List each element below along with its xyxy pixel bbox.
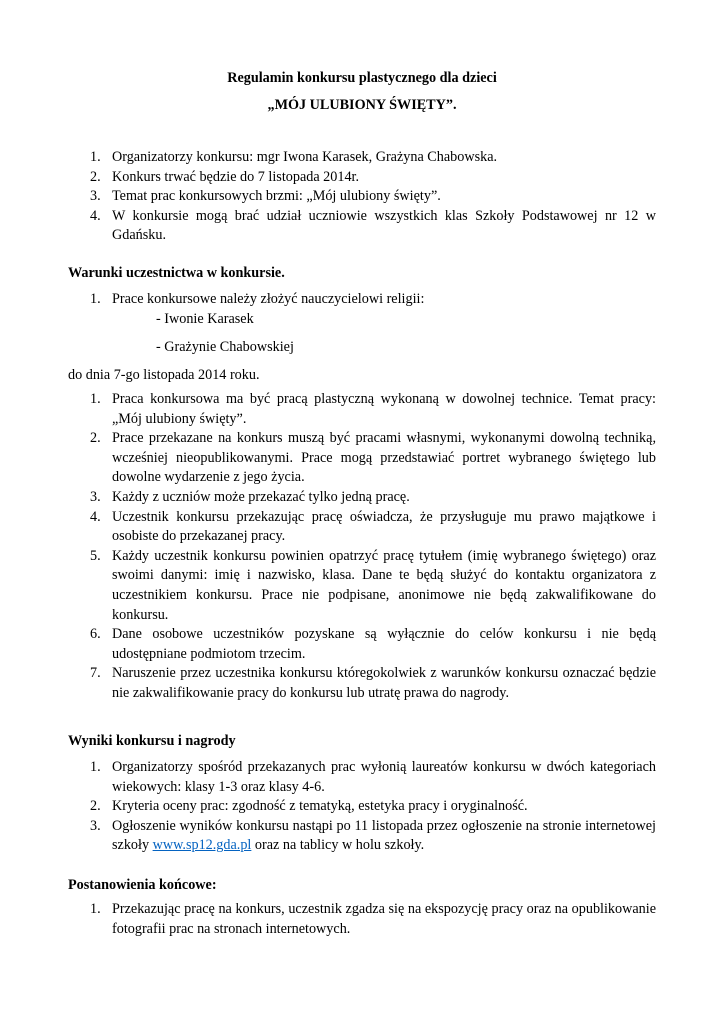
item-number: 1. <box>90 391 101 407</box>
list-item <box>90 429 656 488</box>
item-number: 3. <box>90 188 101 205</box>
conditions-list <box>90 390 656 704</box>
list-item <box>90 187 656 207</box>
list-item <box>90 168 656 188</box>
list-item <box>90 508 656 547</box>
item-text: oraz na tablicy w holu szkoły. <box>251 837 425 854</box>
item-number: 2. <box>90 168 101 185</box>
item-number: 3. <box>90 817 101 834</box>
list-item <box>90 207 656 246</box>
submission-list <box>90 290 656 310</box>
item-number: 4. <box>90 508 101 525</box>
item-number: 1. <box>90 901 101 917</box>
final-list <box>90 900 656 939</box>
contest-name: „MÓJ ULUBIONY ŚWIĘTY”. <box>267 97 457 113</box>
item-text: Prace konkursowe należy złożyć nauczycielowi religii: <box>112 291 425 307</box>
teacher-name: - Grażynie Chabowskiej <box>156 339 294 355</box>
list-item <box>90 817 656 856</box>
item-text: Konkurs trwać będzie do 7 listopada 2014r. <box>112 168 360 185</box>
item-text: Przekazując pracę na konkurs, uczestnik zgadza się na ekspozycję pracy oraz na opublikowanie fotografii prac na stronach internetowych. <box>112 901 656 937</box>
list-item <box>90 290 656 310</box>
school-website-link[interactable]: www.sp12.gda.pl <box>152 837 252 854</box>
list-item <box>90 148 656 168</box>
section-heading-final: Postanowienia końcowe: <box>68 877 217 893</box>
deadline-text: do dnia 7-go listopada 2014 roku. <box>68 367 260 383</box>
intro-list <box>90 148 656 246</box>
item-number: 1. <box>90 291 101 307</box>
list-item <box>90 390 656 429</box>
item-text: Naruszenie przez uczestnika konkursu któregokolwiek z warunków konkursu oznaczać będzie nie zakwalifikowanie pracy do konkursu lub utratę prawa do nagrody. <box>112 665 656 701</box>
item-text: Organizatorzy spośród przekazanych prac wyłonią laureatów konkursu w dwóch kategoriach wiekowych: klasy 1-3 oraz klasy 4-6. <box>112 759 656 795</box>
list-item <box>90 797 656 817</box>
document-title: Regulamin konkursu plastycznego dla dzieci <box>227 70 497 86</box>
item-number: 2. <box>90 430 101 447</box>
item-text: Organizatorzy konkursu: mgr Iwona Karasek, Grażyna Chabowska. <box>112 149 498 165</box>
item-text: Ogłoszenie wyników konkursu nastąpi po 11 listopada przez ogłoszenie na stronie internetowej szkoły <box>112 817 656 854</box>
list-item <box>90 547 656 625</box>
item-number: 1. <box>90 759 101 775</box>
item-text: Każdy uczestnik konkursu powinien opatrzyć pracę tytułem (imię wybranego świętego) oraz swoimi danymi: imię i nazwisko, klasa. Dane te będą służyć do kontaktu organizatora z uczestnikiem konkursu. Prace nie podpisane, anonimowe nie będą zakwalifikowane do konkursu. <box>112 547 656 623</box>
section-heading-conditions: Warunki uczestnictwa w konkursie. <box>68 265 285 281</box>
list-item <box>90 664 656 703</box>
item-number: 7. <box>90 665 101 682</box>
item-text: Dane osobowe uczestników pozyskane są wyłącznie do celów konkursu i nie będą udostępniane podmiotom trzecim. <box>112 626 656 662</box>
item-number: 6. <box>90 626 101 643</box>
item-number: 2. <box>90 798 101 815</box>
item-number: 1. <box>90 149 101 165</box>
item-text: Uczestnik konkursu przekazując pracę oświadcza, że przysługuje mu prawo majątkowe i osobiste do przekazanej pracy. <box>112 508 656 545</box>
item-number: 3. <box>90 488 101 505</box>
item-text: Prace przekazane na konkurs muszą być pracami własnymi, wykonanymi dowolną techniką, wcześniej nieopublikowanymi. Prace mogą przedstawiać portret wybranego świętego lub dowolne wydarzenie z jego życia. <box>112 430 656 486</box>
results-list <box>90 758 656 856</box>
teacher-name: - Iwonie Karasek <box>156 311 254 327</box>
item-number: 5. <box>90 547 101 564</box>
list-item <box>90 488 656 508</box>
section-heading-results: Wyniki konkursu i nagrody <box>68 733 236 749</box>
item-text: Kryteria oceny prac: zgodność z tematyką, estetyka pracy i oryginalność. <box>112 798 528 815</box>
item-text: Praca konkursowa ma być pracą plastyczną wykonaną w dowolnej technice. Temat pracy: „Mój ulubiony święty”. <box>112 391 656 427</box>
list-item <box>90 758 656 797</box>
list-item <box>90 900 656 939</box>
item-number: 4. <box>90 207 101 224</box>
list-item <box>90 625 656 664</box>
item-text: Każdy z uczniów może przekazać tylko jedną pracę. <box>112 488 410 505</box>
item-text: W konkursie mogą brać udział uczniowie wszystkich klas Szkoły Podstawowej nr 12 w Gdańsku. <box>112 207 656 244</box>
item-text: Temat prac konkursowych brzmi: „Mój ulubiony święty”. <box>112 188 441 205</box>
